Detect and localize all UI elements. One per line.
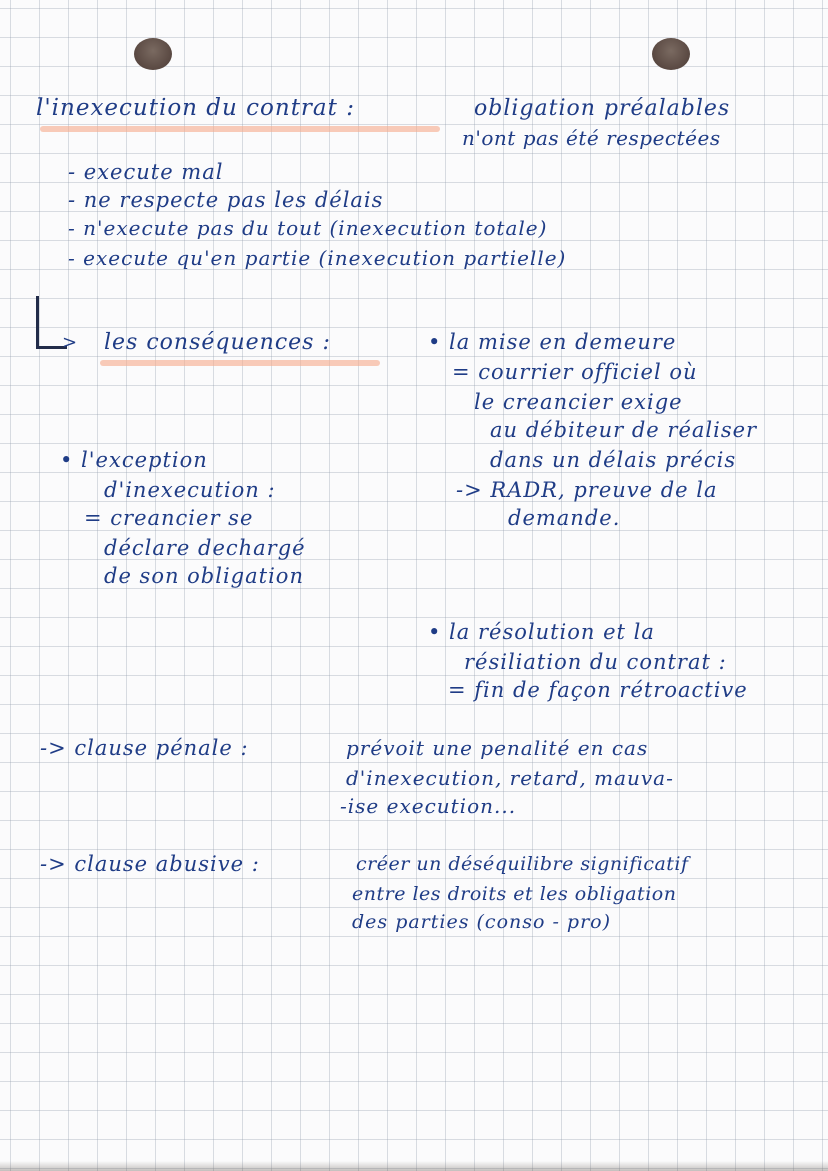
clause-penale-line: d'inexecution, retard, mauva- [346, 766, 674, 790]
case-item: - ne respecte pas les délais [68, 188, 384, 212]
clause-abusive-line: des parties (conso - pro) [352, 911, 612, 933]
arrow-head-icon: > [62, 332, 78, 353]
resolution-line: = fin de façon rétroactive [448, 678, 748, 702]
mise-en-demeure-line: au débiteur de réaliser [490, 418, 758, 442]
case-item: - n'execute pas du tout (inexecution totale) [68, 216, 548, 240]
case-item: - execute qu'en partie (inexecution partielle) [68, 246, 567, 270]
mise-en-demeure-line: le creancier exige [474, 390, 683, 414]
title-label: l'inexecution du contrat : [36, 95, 355, 121]
consequences-label: les conséquences : [104, 330, 331, 355]
clause-abusive-line: entre les droits et les obligation [352, 883, 677, 905]
clause-penale-line: prévoit une penalité en cas [346, 736, 649, 760]
clause-penale-line: -ise execution... [340, 794, 517, 818]
mise-en-demeure-line: = courrier officiel où [452, 360, 698, 384]
punch-hole-right [652, 38, 690, 70]
exception-line: • l'exception [60, 448, 208, 472]
exception-line: = creancier se [84, 506, 254, 530]
mise-en-demeure-line: dans un délais précis [490, 448, 737, 472]
clause-penale-label: -> clause pénale : [40, 736, 249, 760]
clause-abusive-label: -> clause abusive : [40, 852, 260, 876]
mise-en-demeure-line: • la mise en demeure [428, 330, 677, 354]
title-definition-line1: obligation préalables [474, 96, 731, 121]
clause-abusive-line: créer un déséquilibre significatif [356, 853, 689, 875]
resolution-line: résiliation du contrat : [464, 650, 727, 674]
exception-line: déclare dechargé [104, 536, 306, 560]
mise-en-demeure-line: demande. [508, 506, 621, 530]
consequences-highlight [100, 360, 380, 366]
title-definition-line2: n'ont pas été respectées [462, 126, 721, 150]
exception-line: d'inexecution : [104, 478, 276, 502]
exception-line: de son obligation [104, 564, 304, 588]
mise-en-demeure-line: -> RADR, preuve de la [456, 478, 718, 502]
resolution-line: • la résolution et la [428, 620, 655, 644]
title-highlight [40, 126, 440, 132]
punch-hole-left [134, 38, 172, 70]
case-item: - execute mal [68, 160, 224, 184]
